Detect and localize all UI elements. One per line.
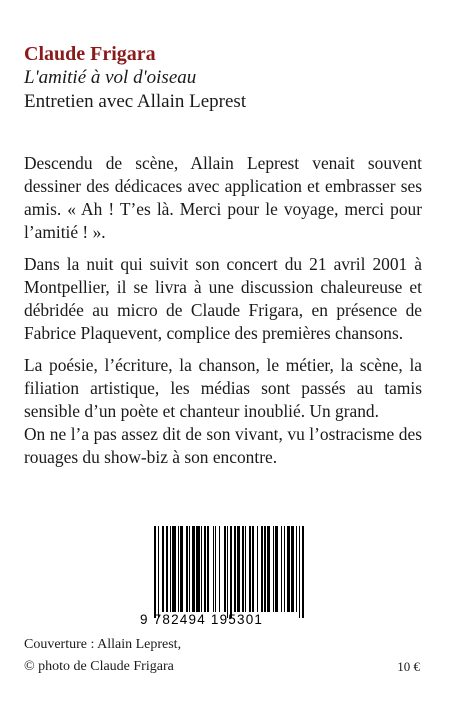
- barcode-bar: [287, 526, 289, 612]
- barcode-bar: [213, 526, 214, 612]
- barcode-bar: [264, 526, 265, 612]
- barcode-bar: [299, 526, 300, 618]
- barcode-bar: [275, 526, 277, 612]
- barcode-bar: [249, 526, 251, 612]
- blurb-paragraph-4: On ne l’a pas assez dit de son vivant, vu l’ostracisme des rouages du show-biz à son encontre.: [24, 424, 422, 467]
- book-header: [24, 42, 434, 114]
- barcode-bar: [261, 526, 263, 612]
- barcode-bar: [186, 526, 187, 612]
- book-subtitle: Entretien avec Allain Leprest: [24, 91, 247, 112]
- blurb-paragraph-1: Descendu de scène, Allain Leprest venait souvent dessiner des dédicaces avec application et embrasser ses amis. « Ah ! T’es là. Merci pour le voyage, merci pour l’amitié ! ».: [24, 153, 422, 242]
- isbn-barcode: [140, 526, 320, 626]
- barcode-bar: [196, 526, 200, 612]
- barcode-bar: [215, 526, 216, 612]
- barcode-bar: [170, 526, 171, 612]
- barcode-bar: [162, 526, 163, 612]
- barcode-bar: [291, 526, 295, 612]
- author-name: Claude Frigara: [24, 43, 156, 65]
- barcode-bar: [302, 526, 304, 618]
- barcode-bar: [192, 526, 194, 612]
- barcode-bar: [245, 526, 246, 612]
- barcode-bar: [237, 526, 241, 612]
- barcode-bar: [180, 526, 182, 612]
- back-cover-blurb: [24, 152, 422, 478]
- barcode-bar: [219, 526, 220, 612]
- barcode-bar: [207, 526, 209, 612]
- barcode-bar: [284, 526, 285, 612]
- photo-credit: © photo de Claude Frigara: [24, 659, 174, 674]
- barcode-bar: [227, 526, 228, 618]
- barcode-bar: [234, 526, 235, 612]
- barcode-bar: [224, 526, 226, 612]
- cover-credits: [24, 634, 181, 678]
- barcode-bar: [166, 526, 168, 612]
- blurb-paragraph-3: La poésie, l’écriture, la chanson, le métier, la scène, la filiation artistique, les médias sont passés au tamis sensible d’un poète et chanteur inoublié. Un grand.: [24, 355, 422, 421]
- cover-credit: Couverture : Allain Leprest,: [24, 637, 182, 652]
- barcode-bar: [154, 526, 156, 618]
- isbn-digits: 9 782494 195301: [140, 612, 264, 627]
- barcode-bar: [178, 526, 179, 612]
- barcode-bar: [296, 526, 297, 612]
- barcode-bar: [281, 526, 282, 612]
- barcode-bar: [257, 526, 258, 612]
- barcode-bar: [201, 526, 202, 612]
- price-label: 10 €: [397, 659, 420, 674]
- barcode-bar: [230, 526, 232, 618]
- barcode-bar: [242, 526, 244, 612]
- barcode-bar: [273, 526, 274, 612]
- barcode-bar: [189, 526, 190, 612]
- barcode-bar: [252, 526, 253, 612]
- blurb-paragraph-2: Dans la nuit qui suivit son concert du 21 avril 2001 à Montpellier, il se livra à une discussion chaleureuse et débridée au micro de Claude Frigara, en présence de Fabrice Plaquevent, complice des premières chansons.: [24, 254, 422, 343]
- barcode-bar: [172, 526, 176, 612]
- barcode-bar: [204, 526, 205, 612]
- barcode-bar: [158, 526, 159, 618]
- barcode-bar: [267, 526, 271, 612]
- book-title: L'amitié à vol d'oiseau: [24, 67, 197, 88]
- barcode-bars: [154, 526, 304, 614]
